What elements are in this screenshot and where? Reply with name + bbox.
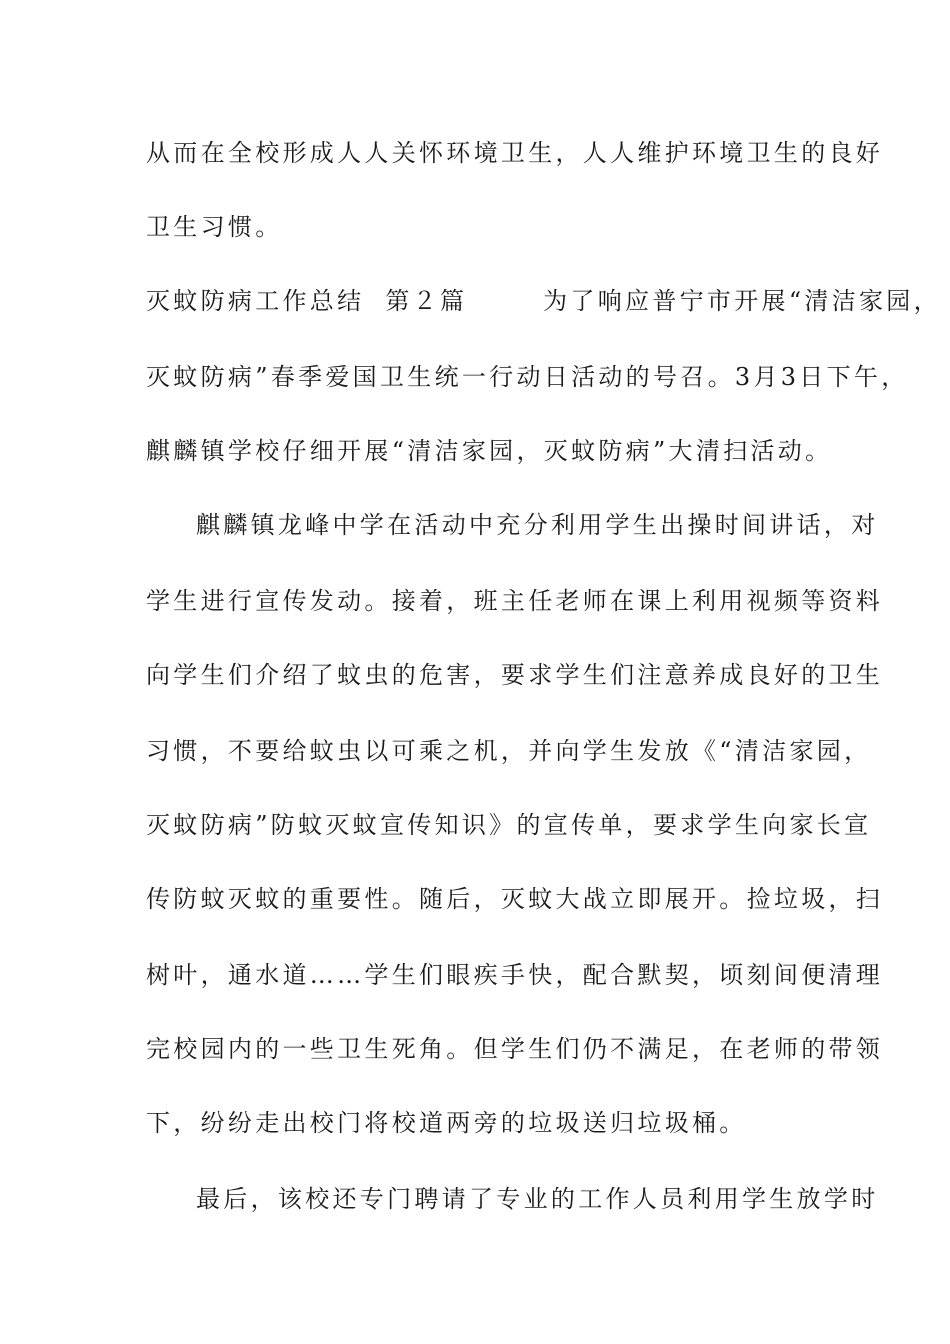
text-line: 树叶，通水道……学生们眼疾手快，配合默契，顷刻间便清理: [146, 961, 884, 989]
text-line: 下，纷纷走出校门将校道两旁的垃圾送归垃圾桶。: [146, 1109, 747, 1137]
paragraph-first-line: 最后，该校还专门聘请了专业的工作人员利用学生放学时: [196, 1185, 879, 1213]
paragraph-first-line: 麒麟镇龙峰中学在活动中充分利用学生出操时间讲话，对: [196, 511, 879, 539]
section-part-number: 第２篇: [385, 287, 468, 315]
text-line: 卫生习惯。: [146, 213, 283, 241]
text-line: 学生进行宣传发动。接着，班主任老师在课上利用视频等资料: [146, 587, 884, 615]
text-line: 麒麟镇学校仔细开展“清洁家园，灭蚊防病”大清扫活动。: [146, 437, 833, 465]
text-line: 灭蚊防病”春季爱国卫生统一行动日活动的号召。3月3日下午，: [146, 363, 909, 391]
text-line: 习惯，不要给蚊虫以可乘之机，并向学生发放《“清洁家园，: [146, 737, 872, 765]
text-line: 向学生们介绍了蚊虫的危害，要求学生们注意养成良好的卫生: [146, 661, 884, 689]
section-title: 灭蚊防病工作总结: [146, 287, 365, 315]
text-line: 传防蚊灭蚊的重要性。随后，灭蚊大战立即展开。捡垃圾，扫: [146, 885, 884, 913]
text-line: 灭蚊防病”防蚊灭蚊宣传知识》的宣传单，要求学生向家长宣: [146, 811, 872, 839]
text-line: 从而在全校形成人人关怀环境卫生，人人维护环境卫生的良好: [146, 139, 884, 167]
section-heading-line: [146, 286, 941, 316]
section-opening-text: 为了响应普宁市开展“清洁家园，: [543, 287, 941, 315]
text-line: 完校园内的一些卫生死角。但学生们仍不满足，在老师的带领: [146, 1035, 884, 1063]
